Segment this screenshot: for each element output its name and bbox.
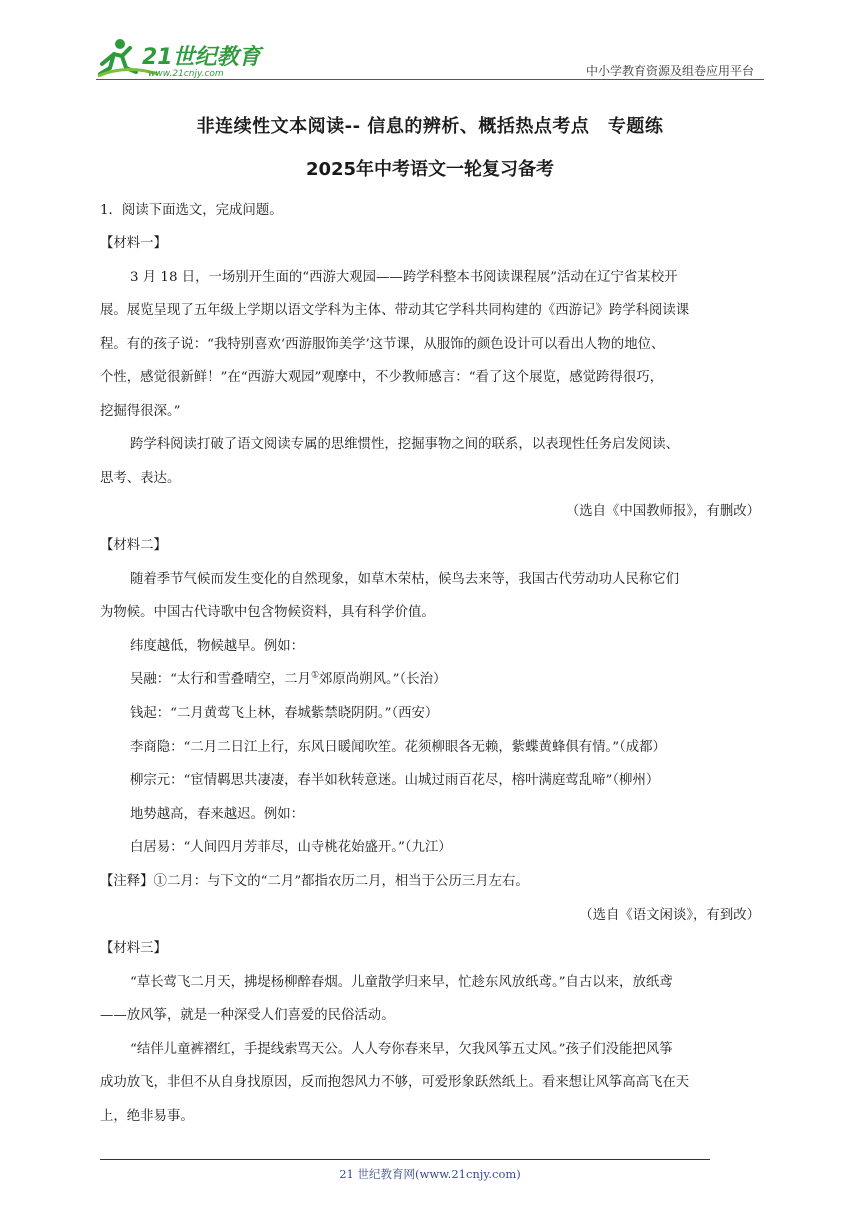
footer-divider — [100, 1159, 710, 1160]
svg-text:www.21cnjy.com: www.21cnjy.com — [148, 69, 224, 79]
poem-line: 白居易：“人间四月芳菲尽，山寺桃花始盛开。”（九江） — [130, 840, 452, 855]
page-title: 非连续性文本阅读-- 信息的辨析、概括热点考点 专题练 — [196, 116, 664, 137]
paragraph-line: 3 月 18 日，一场别开生面的“西游大观园——跨学科整本书阅读课程展”活动在辽宁省某校开 — [130, 270, 678, 285]
footer-link[interactable]: 21 世纪教育网(www.21cnjy.com) — [339, 1167, 521, 1181]
page-subtitle: 2025年中考语文一轮复习备考 — [305, 159, 555, 180]
annotation-note: 【注释】①二月：与下文的“二月”都指农历二月，相当于公历三月左右。 — [100, 874, 529, 889]
paragraph-line: 跨学科阅读打破了语文阅读专属的思维惯性，挖掘事物之间的联系，以表现性任务启发阅读、 — [130, 437, 680, 452]
material3-label: 【材料三】 — [100, 941, 167, 956]
paragraph-line: 挖掘得很深。” — [100, 404, 181, 419]
poem-line: 柳宗元：“宦情羁思共凄凄，春半如秋转意迷。山城过雨百花尽，榕叶满庭莺乱啼”（柳州） — [130, 773, 660, 788]
paragraph-line: 地势越高，春来越迟。例如： — [130, 807, 305, 822]
material1-source: （选自《中国教师报》，有删改） — [565, 504, 760, 519]
question-prompt: 1．阅读下面选文，完成问题。 — [100, 203, 283, 218]
svg-text:21世纪教育: 21世纪教育 — [142, 45, 261, 70]
paragraph-line: 思考、表达。 — [100, 471, 181, 486]
paragraph-line: 为物候。中国古代诗歌中包含物候资料，具有科学价值。 — [100, 605, 435, 620]
material1-label: 【材料一】 — [100, 236, 167, 251]
poem-line: 李商隐：“二月二日江上行，东风日暖闻吹笙。花须柳眼各无赖，紫蝶黄蜂俱有情。”（成都） — [130, 740, 666, 755]
platform-name: 中小学教育资源及组卷应用平台 — [585, 64, 754, 78]
footnote-mark: ① — [310, 670, 320, 681]
paragraph-line: “结伴儿童裤褶红，手提线索骂天公。人人夸你春来早，欠我风筝五丈风。”孩子们没能把风筝 — [130, 1042, 673, 1057]
paragraph-line: ——放风筝，就是一种深受人们喜爱的民俗活动。 — [100, 1008, 395, 1023]
material2-source: （选自《语文闲谈》，有到改） — [579, 908, 760, 923]
header-divider — [96, 79, 764, 80]
paragraph-line: 个性，感觉很新鲜！”在“西游大观园”观摩中，不少教师感言：“看了这个展览，感觉跨得很巧， — [100, 370, 664, 385]
paragraph-line: “草长莺飞二月天，拂堤杨柳醉春烟。儿童散学归来早，忙趁东风放纸鸢。”自古以来，放纸鸢 — [130, 975, 673, 990]
paragraph-line: 随着季节气候而发生变化的自然现象，如草木荣枯，候鸟去来等，我国古代劳动功人民称它们 — [130, 572, 680, 587]
poem-line: 钱起：“二月黄莺飞上林，春城紫禁晓阴阴。”（西安） — [130, 706, 439, 721]
paragraph-line: 展。展览呈现了五年级上学期以语文学科为主体、带动其它学科共同构建的《西游记》跨学科阅读课 — [100, 303, 690, 318]
material2-label: 【材料二】 — [100, 538, 167, 553]
paragraph-line: 成功放飞，非但不从自身找原因，反而抱怨风力不够，可爱形象跃然纸上。看来想让风筝高高飞在天 — [100, 1075, 690, 1090]
poem-line: 吴融：“太行和雪叠晴空，二月①郊原尚朔风。”（长治） — [130, 670, 447, 687]
site-logo — [96, 34, 266, 80]
paragraph-line: 纬度越低，物候越早。例如： — [130, 639, 305, 654]
paragraph-line: 上，绝非易事。 — [100, 1109, 194, 1124]
paragraph-line: 程。有的孩子说：“我特别喜欢‘西游服饰美学’这节课，从服饰的颜色设计可以看出人物的地位、 — [100, 337, 665, 352]
